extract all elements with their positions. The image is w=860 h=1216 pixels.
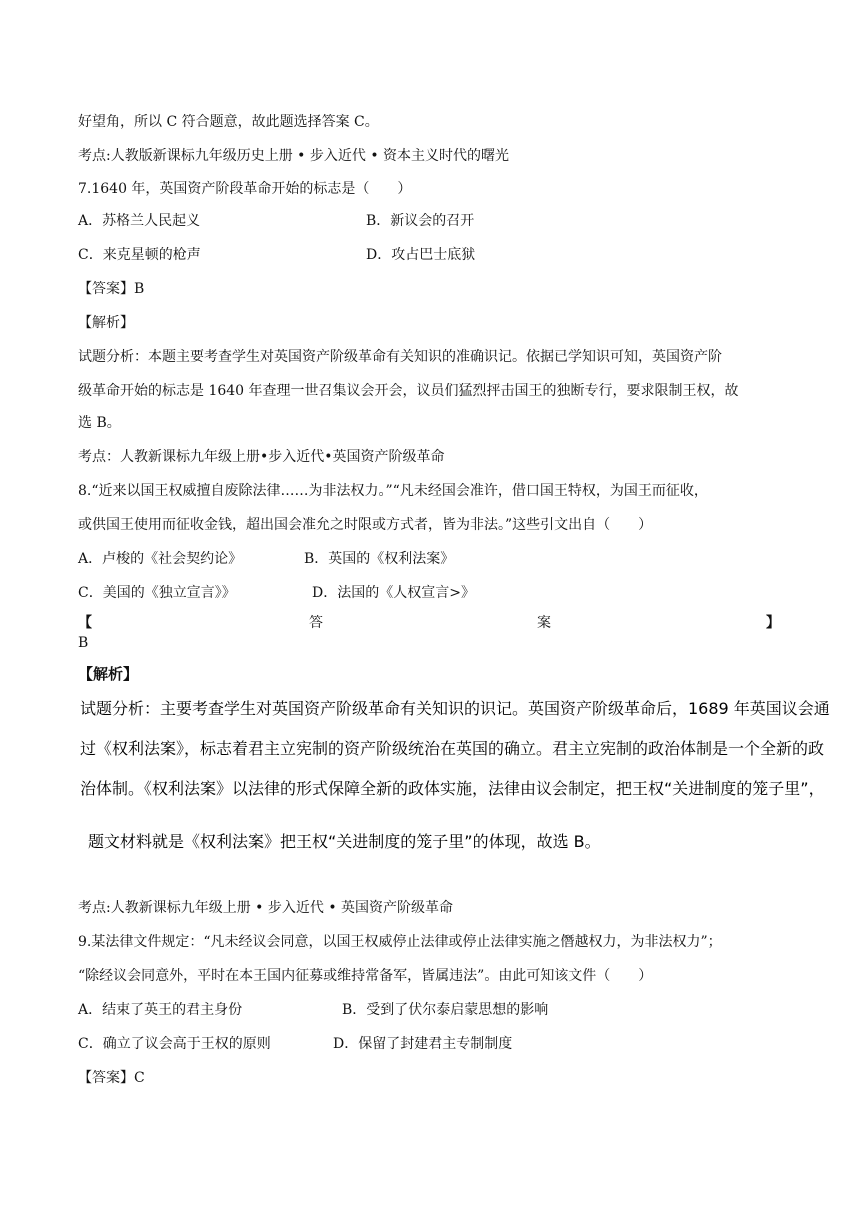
option-d: D．攻占巴士底狱 bbox=[366, 247, 476, 263]
option-c: C．来克星顿的枪声 bbox=[78, 247, 201, 263]
analysis-label-7: 【解析】 bbox=[78, 315, 134, 331]
question-9-line-2: “除经议会同意外，平时在本王国内征募或维持常备军，皆属违法”。由此可知该文件（ ） bbox=[78, 968, 653, 984]
answer-bracket-open: 【 bbox=[78, 615, 92, 631]
answer-char-1: 答 bbox=[309, 615, 323, 631]
question-9-line-1: 9.某法律文件规定：“凡未经议会同意，以国王权威停止法律或停止法律实施之僭越权力，为非法权力”； bbox=[78, 934, 722, 950]
option-d: D．保留了封建君主专制制度 bbox=[333, 1036, 513, 1052]
scanned-analysis-line-1: 试题分析：主要考查学生对英国资产阶级革命有关知识的识记。英国资产阶级革命后，1689 年英国议会通 bbox=[80, 699, 830, 718]
analysis-label-8: 【解析】 bbox=[78, 665, 139, 683]
option-a: A．结束了英王的君主身份 bbox=[78, 1002, 243, 1018]
scanned-analysis-line-3: 治体制。《权利法案》以法律的形式保障全新的政体实施，法律由议会制定，把王权“关进制度的笼子里”， bbox=[80, 779, 825, 798]
text-line: 好望角，所以 C 符合题意，故此题选择答案 C。 bbox=[78, 114, 379, 130]
option-b: B．英国的《权利法案》 bbox=[304, 551, 455, 567]
question-8-line-2: 或供国王使用而征收金钱，超出国会准允之时限或方式者，皆为非法。”这些引文出自（ ） bbox=[78, 517, 653, 533]
answer-8-value: B bbox=[78, 635, 89, 651]
answer-char-2: 案 bbox=[537, 615, 551, 631]
option-c: C．确立了议会高于王权的原则 bbox=[78, 1036, 271, 1052]
option-d: D．法国的《人权宣言>》 bbox=[312, 585, 475, 601]
scanned-analysis-line-2: 过《权利法案》，标志着君主立宪制的资产阶级统治在英国的确立。君主立宪制的政治体制是一个全新的政 bbox=[80, 739, 825, 758]
analysis-7-line-2: 级革命开始的标志是 1640 年查理一世召集议会开会，议员们猛烈抨击国王的独断专行，要求限制王权，故 bbox=[78, 383, 739, 399]
knowledge-point: 考点:人教新课标九年级上册 • 步入近代 • 英国资产阶级革命 bbox=[78, 900, 454, 916]
analysis-7-line-1: 试题分析：本题主要考查学生对英国资产阶级革命有关知识的准确识记。依据已学知识可知，英国资产阶 bbox=[78, 349, 722, 365]
analysis-7-line-3: 选 B。 bbox=[78, 415, 121, 431]
option-a: A．卢梭的《社会契约论》 bbox=[78, 551, 243, 567]
question-8-line-1: 8.“近来以国王权威擅自废除法律……为非法权力。”“凡未经国会准许，借口国王特权，为国王而征收， bbox=[78, 483, 708, 499]
question-7: 7.1640 年，英国资产阶段革命开始的标志是（ ） bbox=[78, 181, 412, 197]
answer-7: 【答案】B bbox=[78, 281, 145, 297]
option-b: B．受到了伏尔泰启蒙思想的影响 bbox=[342, 1002, 549, 1018]
knowledge-point: 考点:人教版新课标九年级历史上册 • 步入近代 • 资本主义时代的曙光 bbox=[78, 148, 510, 164]
option-c: C．美国的《独立宣言》》 bbox=[78, 585, 236, 601]
answer-9: 【答案】C bbox=[78, 1070, 145, 1086]
knowledge-point: 考点：人教新课标九年级上册•步入近代•英国资产阶级革命 bbox=[78, 449, 445, 465]
scanned-analysis-line-4: 题文材料就是《权利法案》把王权“关进制度的笼子里”的体现，故选 B。 bbox=[88, 832, 601, 851]
option-a: A．苏格兰人民起义 bbox=[78, 213, 201, 229]
answer-bracket-close: 】 bbox=[766, 615, 780, 631]
option-b: B．新议会的召开 bbox=[366, 213, 475, 229]
